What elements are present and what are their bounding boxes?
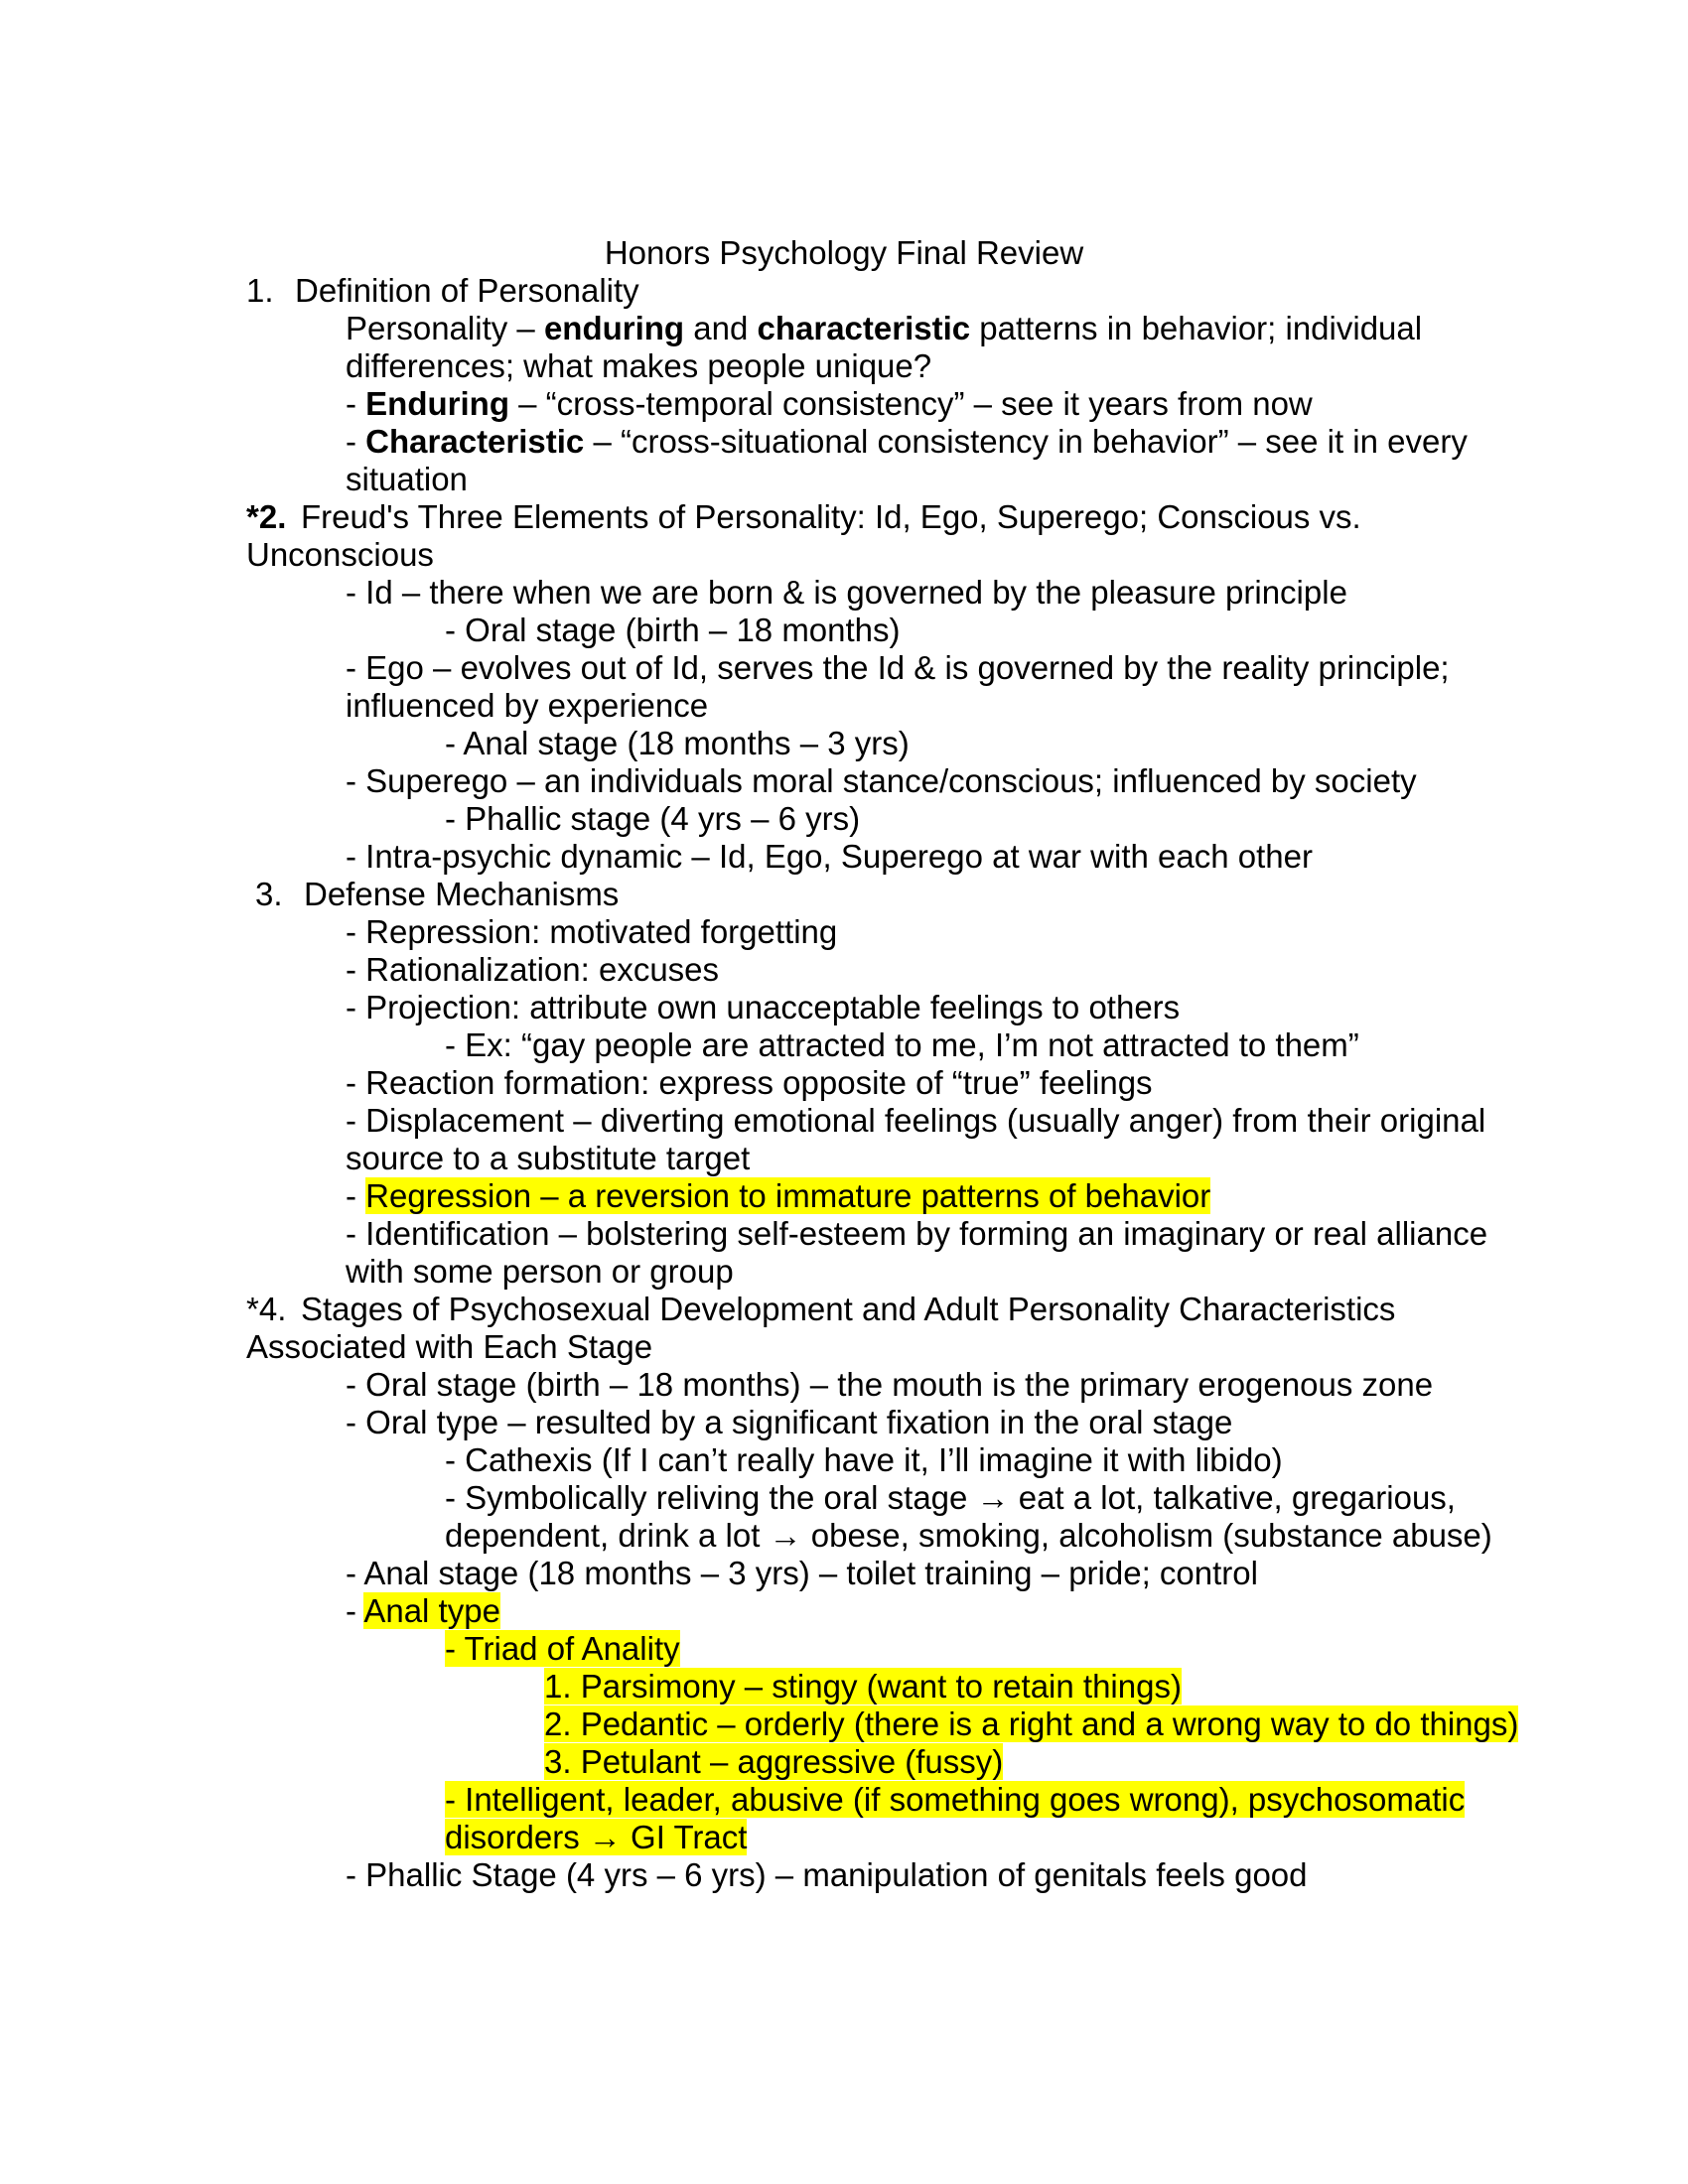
symbolically-item: - Symbolically reliving the oral stage → eat a lot, talkative, gregarious, [445, 1479, 1456, 1516]
highlighted-text: 2. Pedantic – orderly (there is a right and a wrong way to do things) [544, 1706, 1519, 1742]
section-3-number: 3. [255, 876, 283, 912]
highlighted-text: Anal type [363, 1592, 500, 1629]
triad-item [445, 1630, 680, 1668]
section-1-heading: 1. Definition of Personality [246, 272, 639, 309]
highlighted-text: 1. Parsimony – stingy (want to retain things) [544, 1668, 1182, 1705]
section-2-heading-cont: Unconscious [246, 536, 434, 573]
triad-parsimony [544, 1668, 1182, 1706]
arrow-icon: → [588, 1819, 622, 1855]
oral-type-item: - Oral type – resulted by a significant fixation in the oral stage [346, 1404, 1233, 1440]
oral-stage-detail: - Oral stage (birth – 18 months) – the mouth is the primary erogenous zone [346, 1366, 1434, 1403]
intra-psychic-item: - Intra-psychic dynamic – Id, Ego, Superego at war with each other [346, 838, 1313, 875]
cathexis-item: - Cathexis (If I can’t really have it, I’ll imagine it with libido) [445, 1441, 1283, 1478]
displacement-item-cont: source to a substitute target [346, 1140, 751, 1176]
symbolically-item-cont: dependent, drink a lot → obese, smoking, alcoholism (substance abuse) [445, 1517, 1492, 1554]
projection-item: - Projection: attribute own unacceptable feelings to others [346, 989, 1181, 1025]
phallic-stage-detail: - Phallic Stage (4 yrs – 6 yrs) – manipulation of genitals feels good [346, 1856, 1308, 1893]
highlighted-text: - Triad of Anality [445, 1630, 680, 1667]
ego-item: - Ego – evolves out of Id, serves the Id & is governed by the reality principle; [346, 649, 1450, 686]
identification-item: - Identification – bolstering self-esteem by forming an imaginary or real alliance [346, 1215, 1488, 1252]
arrow-icon: → [976, 1479, 1010, 1516]
anal-type-item: - Anal type [346, 1592, 500, 1629]
section-2-number: *2. [246, 498, 287, 535]
section-2-heading: *2. Freud's Three Elements of Personality: Id, Ego, Superego; Conscious vs. [246, 498, 1361, 535]
oral-stage-item: - Oral stage (birth – 18 months) [445, 612, 901, 648]
regression-item: - Regression – a reversion to immature patterns of behavior [346, 1177, 1211, 1214]
document-title: Honors Psychology Final Review [604, 234, 1084, 271]
triad-petulant [544, 1743, 1003, 1781]
section-4-heading-cont: Associated with Each Stage [246, 1328, 653, 1365]
ego-item-cont: influenced by experience [346, 687, 709, 724]
personality-definition-cont: differences; what makes people unique? [346, 347, 932, 384]
rationalization-item: - Rationalization: excuses [346, 951, 720, 988]
section-4-number: *4. [246, 1291, 287, 1327]
anal-stage-detail: - Anal stage (18 months – 3 yrs) – toilet training – pride; control [346, 1555, 1258, 1591]
section-3-heading: 3. Defense Mechanisms [255, 876, 620, 912]
projection-example: - Ex: “gay people are attracted to me, I’m not attracted to them” [445, 1026, 1359, 1063]
id-item: - Id – there when we are born & is governed by the pleasure principle [346, 574, 1347, 611]
anal-stage-item: - Anal stage (18 months – 3 yrs) [445, 725, 910, 761]
highlighted-text: 3. Petulant – aggressive (fussy) [544, 1743, 1004, 1780]
characteristic-item: - Characteristic – “cross-situational consistency in behavior” – see it in every [346, 423, 1468, 460]
phallic-stage-item: - Phallic stage (4 yrs – 6 yrs) [445, 800, 861, 837]
repression-item: - Repression: motivated forgetting [346, 913, 838, 950]
section-4-heading: *4. Stages of Psychosexual Development and Adult Personality Characteristics [246, 1291, 1396, 1327]
personality-definition: Personality – enduring and characteristic patterns in behavior; individual [346, 310, 1423, 346]
characteristic-item-cont: situation [346, 461, 468, 497]
highlighted-text: disorders → GI Tract [445, 1819, 748, 1855]
reaction-formation-item: - Reaction formation: express opposite of “true” feelings [346, 1064, 1153, 1101]
anal-type-traits-cont [445, 1819, 747, 1856]
triad-pedantic [544, 1706, 1518, 1743]
displacement-item: - Displacement – diverting emotional feelings (usually anger) from their original [346, 1102, 1486, 1139]
superego-item: - Superego – an individuals moral stance/conscious; influenced by society [346, 762, 1417, 799]
highlighted-text: Regression – a reversion to immature patterns of behavior [365, 1177, 1211, 1214]
identification-item-cont: with some person or group [346, 1253, 734, 1290]
enduring-item: - Enduring – “cross-temporal consistency” – see it years from now [346, 385, 1313, 422]
section-1-number: 1. [246, 272, 274, 309]
highlighted-text: - Intelligent, leader, abusive (if something goes wrong), psychosomatic [445, 1781, 1466, 1818]
anal-type-traits [445, 1781, 1465, 1819]
arrow-icon: → [769, 1517, 802, 1554]
